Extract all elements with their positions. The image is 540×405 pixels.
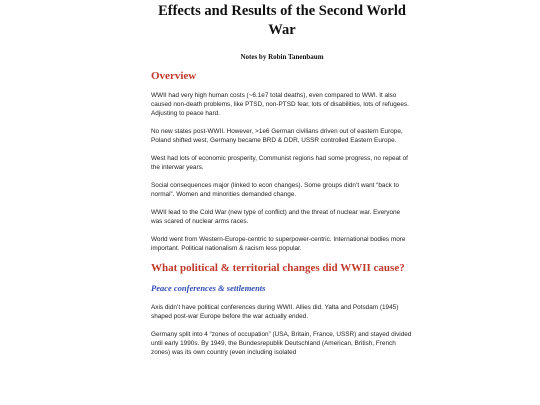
- paragraph: Social consequences major (linked to econ changes). Some groups didn’t want “back to normal”. Women and minorities demanded change.: [151, 182, 399, 198]
- paragraph: Germany split into 4 “zones of occupation” (USA, Britain, France, USSR) and stayed divided until early 1990s. By 1949, the Bundesrepublik Deutschland (American, British, French zones) was its own country (even including isolated: [151, 331, 412, 356]
- document-author: Notes by Robin Tanenbaum: [240, 53, 324, 61]
- paragraph: No new states post-WWII. However, >1e6 German civilians driven out of eastern Europe, Poland shifted west, Germany became BRD & DDR, USSR controlled Eastern Europe.: [151, 128, 403, 144]
- section-heading-overview: Overview: [151, 70, 197, 82]
- document-body: [151, 0, 413, 366]
- subsection-heading-peace-conferences: Peace conferences & settlements: [151, 283, 266, 293]
- document-title: Effects and Results of the Second World War: [158, 3, 406, 38]
- paragraph: West had lots of economic prosperity, Communist regions had some progress, no repeat of the interwar years.: [151, 155, 408, 171]
- paragraph: WWII lead to the Cold War (new type of conflict) and the threat of nuclear war. Everyone was scared of nuclear arms races.: [151, 209, 401, 225]
- paragraph: WWII had very high human costs (~6.1e7 total deaths), even compared to WWI. It also caused non-death problems, like PTSD, non-PTSD fear, lots of disabilities, lots of refugees. Adjusting to peace hard.: [151, 92, 409, 117]
- paragraph: Axis didn’t have political conferences during WWII. Allies did. Yalta and Potsdam (1945) shaped post-war Europe before the war actually ended.: [151, 304, 399, 320]
- paragraph: World went from Western-Europe-centric to superpower-centric. International bodies more important. Political nationalism & racism less popular.: [151, 236, 406, 252]
- section-heading-political-changes: What political & territorial changes did WWII cause?: [151, 262, 405, 274]
